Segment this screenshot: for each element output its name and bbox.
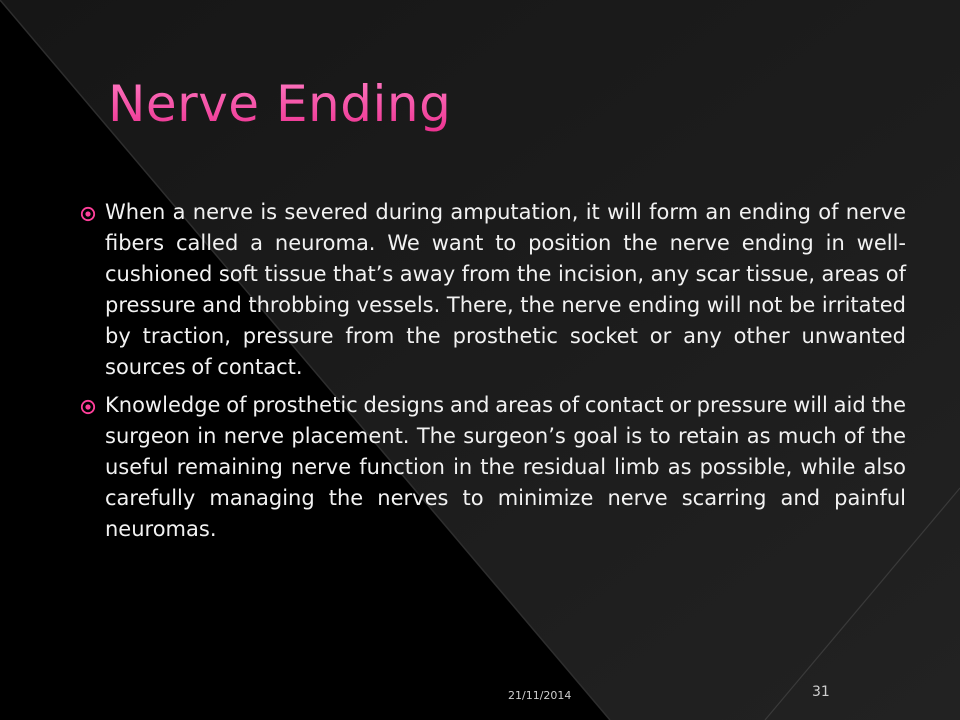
- bullet-item: [80, 390, 906, 545]
- circled-dot-icon: [80, 206, 96, 222]
- bullet-item: [80, 197, 906, 383]
- circled-dot-icon: [80, 399, 96, 415]
- bullet-text: When a nerve is severed during amputation, it will form an ending of nerve fibers called a neuroma. We want to position the nerve ending in well-cushioned soft tissue that’s away from the incision, any scar tissue, areas of pressure and throbbing vessels. There, the nerve ending will not be irritated by traction, pressure from the prosthetic socket or any other unwanted sources of contact.: [105, 200, 906, 379]
- page-number: 31: [812, 684, 830, 700]
- slide-title: Nerve Ending: [108, 75, 452, 133]
- bullet-text: Knowledge of prosthetic designs and areas of contact or pressure will aid the surgeon in nerve placement. The surgeon’s goal is to retain as much of the useful remaining nerve function in the residual limb as possible, while also carefully managing the nerves to minimize nerve scarring and painful neuromas.: [105, 393, 906, 541]
- bullet-list: [80, 197, 906, 552]
- footer-date: 21/11/2014: [508, 689, 572, 702]
